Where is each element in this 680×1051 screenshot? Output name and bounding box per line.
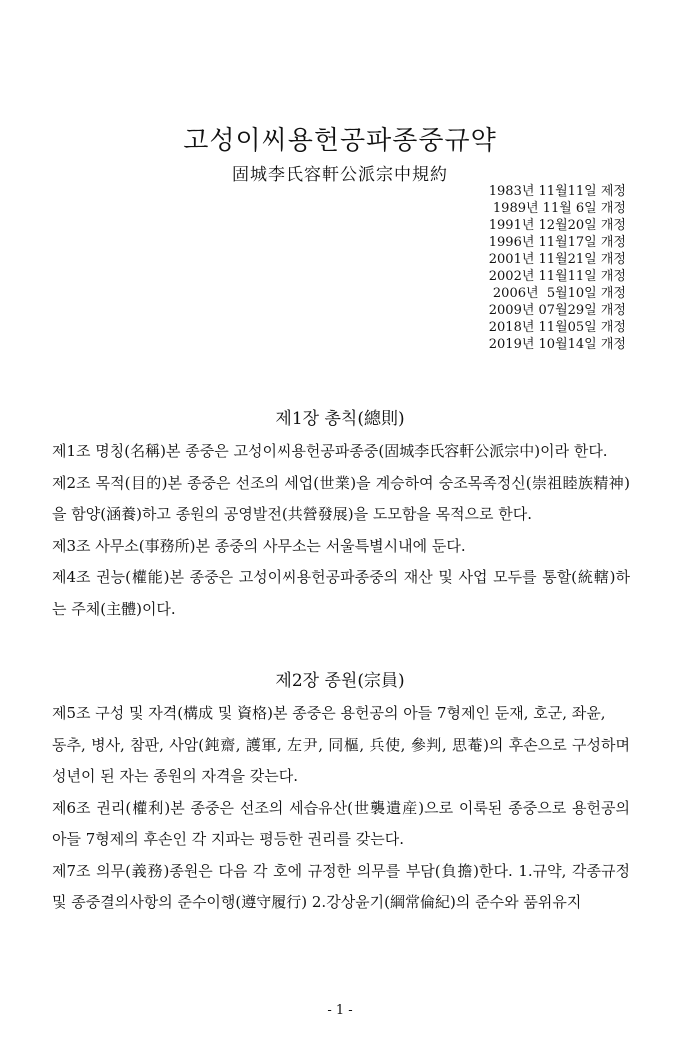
chapter-2-body <box>52 698 630 919</box>
chapter-1-heading: 제1장 총칙(總則) <box>275 409 405 429</box>
article-5-continued: 동추, 병사, 참판, 사암(鈍齋, 護軍, 左尹, 同樞, 兵使, 參判, 思菴)의 후손으로 구성하며 성년이 된 자는 종원의 자격을 갖는다. <box>52 735 630 785</box>
revision-entry: 2006년 5월10일 개정 <box>492 286 626 301</box>
revision-entry: 2001년 11월21일 개정 <box>488 252 626 267</box>
revision-entry: 2002년 11월11일 개정 <box>488 269 626 284</box>
revision-entry: 1996년 11월17일 개정 <box>488 235 626 250</box>
revision-entry: 2019년 10월14일 개정 <box>488 337 626 352</box>
chapter-2-heading: 제2장 종원(宗員) <box>275 671 405 691</box>
chapter-1-body <box>52 436 630 625</box>
revision-entry: 2018년 11월05일 개정 <box>488 320 626 335</box>
article-4: 제4조 권능(權能)본 종중은 고성이씨용헌공파종중의 재산 및 사업 모두를 통할(統轄)하는 주체(主體)이다. <box>52 568 630 618</box>
page-number: - 1 - <box>327 1003 353 1018</box>
article-6: 제6조 권리(權利)본 종중은 선조의 세습유산(世襲遺産)으로 이룩된 종중으로 용헌공의 아들 7형제의 후손인 각 지파는 평등한 권리를 갖는다. <box>52 798 630 848</box>
article-7: 제7조 의무(義務)종원은 다음 각 호에 규정한 의무를 부담(負擔)한다. 1.규약, 각종규정 및 종중결의사항의 준수이행(遵守履行) 2.강상윤기(綱常倫紀)의 준수와 품위유지 <box>52 861 630 911</box>
revision-entry: 1991년 12월20일 개정 <box>488 218 626 233</box>
article-1: 제1조 명칭(名稱)본 종중은 고성이씨용헌공파종중(固城李氏容軒公派宗中)이라 한다. <box>52 442 608 460</box>
document-title: 고성이씨용헌공파종중규약 <box>183 126 497 156</box>
article-5: 제5조 구성 및 자격(構成 및 資格)본 종중은 용헌공의 아들 7형제인 둔재, 호군, 좌윤, <box>52 704 606 722</box>
article-2: 제2조 목적(目的)본 종중은 선조의 세업(世業)을 계승하여 숭조목족정신(崇祖睦族精神)을 함양(涵養)하고 종원의 공영발전(共營發展)을 도모함을 목적으로 한다. <box>52 473 630 523</box>
revision-history <box>489 183 626 353</box>
revision-entry: 2009년 07월29일 개정 <box>488 303 626 318</box>
revision-entry: 1983년 11월11일 제정 <box>488 184 626 199</box>
article-3: 제3조 사무소(事務所)본 종중의 사무소는 서울특별시내에 둔다. <box>52 536 466 555</box>
revision-entry: 1989년 11월 6일 개정 <box>492 201 626 216</box>
document-subtitle: 固城李氏容軒公派宗中規約 <box>232 165 448 185</box>
